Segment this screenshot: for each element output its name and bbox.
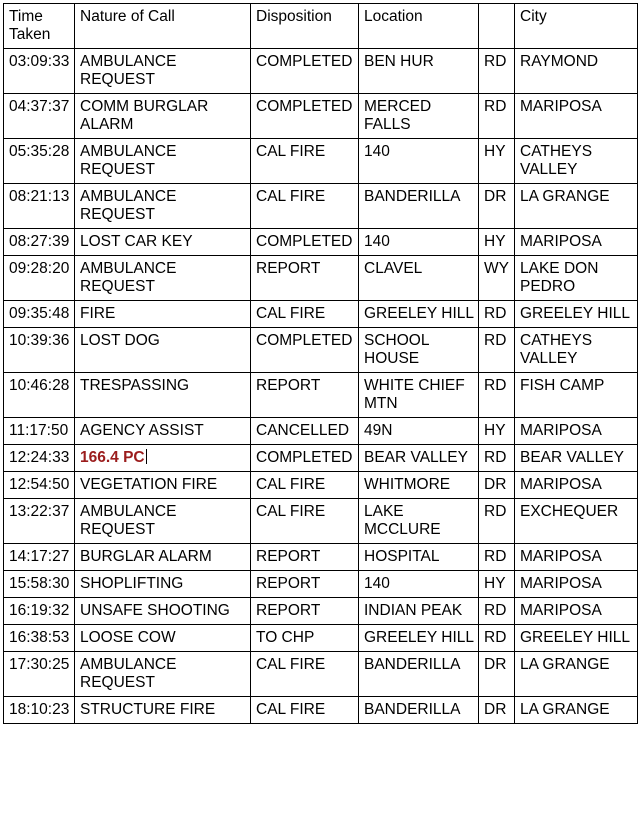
cell-disposition: REPORT bbox=[251, 373, 359, 418]
cell-nature: AMBULANCE REQUEST bbox=[75, 49, 251, 94]
cell-nature: SHOPLIFTING bbox=[75, 571, 251, 598]
cell-suffix: HY bbox=[479, 571, 515, 598]
cell-disposition: CAL FIRE bbox=[251, 184, 359, 229]
cell-disposition: CAL FIRE bbox=[251, 499, 359, 544]
table-row bbox=[4, 94, 638, 139]
cell-time: 18:10:23 bbox=[4, 697, 75, 724]
cell-suffix: HY bbox=[479, 229, 515, 256]
cell-disposition: CANCELLED bbox=[251, 418, 359, 445]
cell-location: LAKE MCCLURE bbox=[359, 499, 479, 544]
header-city: City bbox=[515, 4, 638, 49]
call-log-table bbox=[3, 3, 638, 724]
cell-time: 17:30:25 bbox=[4, 652, 75, 697]
cell-disposition: COMPLETED bbox=[251, 49, 359, 94]
cell-time: 11:17:50 bbox=[4, 418, 75, 445]
text-cursor bbox=[146, 449, 147, 464]
cell-nature: LOST DOG bbox=[75, 328, 251, 373]
cell-time: 09:35:48 bbox=[4, 301, 75, 328]
cell-nature: UNSAFE SHOOTING bbox=[75, 598, 251, 625]
table-row bbox=[4, 472, 638, 499]
cell-time: 16:19:32 bbox=[4, 598, 75, 625]
cell-disposition: TO CHP bbox=[251, 625, 359, 652]
cell-nature: BURGLAR ALARM bbox=[75, 544, 251, 571]
cell-location: INDIAN PEAK bbox=[359, 598, 479, 625]
cell-suffix: RD bbox=[479, 499, 515, 544]
cell-city: LA GRANGE bbox=[515, 652, 638, 697]
cell-disposition: REPORT bbox=[251, 571, 359, 598]
cell-disposition: CAL FIRE bbox=[251, 301, 359, 328]
cell-city: EXCHEQUER bbox=[515, 499, 638, 544]
cell-disposition: CAL FIRE bbox=[251, 139, 359, 184]
cell-location: GREELEY HILL bbox=[359, 301, 479, 328]
cell-city: RAYMOND bbox=[515, 49, 638, 94]
cell-nature: AMBULANCE REQUEST bbox=[75, 184, 251, 229]
cell-location: 140 bbox=[359, 571, 479, 598]
cell-suffix: DR bbox=[479, 472, 515, 499]
table-row bbox=[4, 625, 638, 652]
cell-city: MARIPOSA bbox=[515, 571, 638, 598]
cell-suffix: RD bbox=[479, 49, 515, 94]
cell-nature-highlighted[interactable] bbox=[75, 445, 251, 472]
table-row bbox=[4, 256, 638, 301]
highlighted-call-text: 166.4 PC bbox=[80, 449, 145, 466]
header-row bbox=[4, 4, 638, 49]
cell-disposition: COMPLETED bbox=[251, 445, 359, 472]
cell-time: 10:39:36 bbox=[4, 328, 75, 373]
cell-city: FISH CAMP bbox=[515, 373, 638, 418]
table-row bbox=[4, 139, 638, 184]
table-row bbox=[4, 697, 638, 724]
cell-city: LA GRANGE bbox=[515, 697, 638, 724]
cell-nature: LOST CAR KEY bbox=[75, 229, 251, 256]
cell-time: 03:09:33 bbox=[4, 49, 75, 94]
table-row bbox=[4, 229, 638, 256]
table-row bbox=[4, 373, 638, 418]
cell-suffix: HY bbox=[479, 418, 515, 445]
cell-location: SCHOOL HOUSE bbox=[359, 328, 479, 373]
cell-time: 05:35:28 bbox=[4, 139, 75, 184]
table-row bbox=[4, 652, 638, 697]
table-row bbox=[4, 184, 638, 229]
cell-suffix: RD bbox=[479, 94, 515, 139]
cell-time: 15:58:30 bbox=[4, 571, 75, 598]
cell-time: 08:27:39 bbox=[4, 229, 75, 256]
cell-disposition: REPORT bbox=[251, 598, 359, 625]
cell-nature: AMBULANCE REQUEST bbox=[75, 499, 251, 544]
cell-location: GREELEY HILL bbox=[359, 625, 479, 652]
cell-nature: AMBULANCE REQUEST bbox=[75, 256, 251, 301]
table-row bbox=[4, 49, 638, 94]
cell-disposition: REPORT bbox=[251, 256, 359, 301]
cell-city: GREELEY HILL bbox=[515, 625, 638, 652]
cell-time: 13:22:37 bbox=[4, 499, 75, 544]
header-suffix bbox=[479, 4, 515, 49]
table-row bbox=[4, 445, 638, 472]
cell-time: 08:21:13 bbox=[4, 184, 75, 229]
cell-location: 49N bbox=[359, 418, 479, 445]
cell-suffix: HY bbox=[479, 139, 515, 184]
header-disposition: Disposition bbox=[251, 4, 359, 49]
cell-suffix: RD bbox=[479, 544, 515, 571]
cell-city: BEAR VALLEY bbox=[515, 445, 638, 472]
header-time: Time Taken bbox=[4, 4, 75, 49]
cell-location: MERCED FALLS bbox=[359, 94, 479, 139]
cell-suffix: RD bbox=[479, 373, 515, 418]
cell-city: MARIPOSA bbox=[515, 418, 638, 445]
table-row bbox=[4, 544, 638, 571]
cell-nature: AMBULANCE REQUEST bbox=[75, 652, 251, 697]
cell-nature: COMM BURGLAR ALARM bbox=[75, 94, 251, 139]
header-nature: Nature of Call bbox=[75, 4, 251, 49]
cell-location: BEAR VALLEY bbox=[359, 445, 479, 472]
table-row bbox=[4, 328, 638, 373]
cell-suffix: RD bbox=[479, 328, 515, 373]
cell-suffix: RD bbox=[479, 598, 515, 625]
cell-time: 16:38:53 bbox=[4, 625, 75, 652]
cell-suffix: DR bbox=[479, 697, 515, 724]
cell-disposition: CAL FIRE bbox=[251, 472, 359, 499]
cell-location: BANDERILLA bbox=[359, 697, 479, 724]
cell-city: CATHEYS VALLEY bbox=[515, 328, 638, 373]
cell-location: CLAVEL bbox=[359, 256, 479, 301]
cell-suffix: DR bbox=[479, 652, 515, 697]
cell-suffix: RD bbox=[479, 625, 515, 652]
cell-suffix: RD bbox=[479, 445, 515, 472]
cell-nature: TRESPASSING bbox=[75, 373, 251, 418]
cell-city: GREELEY HILL bbox=[515, 301, 638, 328]
cell-time: 09:28:20 bbox=[4, 256, 75, 301]
cell-city: CATHEYS VALLEY bbox=[515, 139, 638, 184]
table-row bbox=[4, 418, 638, 445]
cell-time: 04:37:37 bbox=[4, 94, 75, 139]
cell-suffix: WY bbox=[479, 256, 515, 301]
call-log-container bbox=[3, 3, 638, 724]
cell-location: 140 bbox=[359, 139, 479, 184]
cell-time: 14:17:27 bbox=[4, 544, 75, 571]
cell-location: 140 bbox=[359, 229, 479, 256]
cell-location: BANDERILLA bbox=[359, 184, 479, 229]
cell-city: MARIPOSA bbox=[515, 598, 638, 625]
table-row bbox=[4, 598, 638, 625]
cell-city: LAKE DON PEDRO bbox=[515, 256, 638, 301]
cell-location: BANDERILLA bbox=[359, 652, 479, 697]
cell-suffix: RD bbox=[479, 301, 515, 328]
cell-city: MARIPOSA bbox=[515, 472, 638, 499]
cell-nature: AGENCY ASSIST bbox=[75, 418, 251, 445]
cell-nature: FIRE bbox=[75, 301, 251, 328]
cell-disposition: REPORT bbox=[251, 544, 359, 571]
cell-nature: VEGETATION FIRE bbox=[75, 472, 251, 499]
cell-nature: STRUCTURE FIRE bbox=[75, 697, 251, 724]
cell-nature: LOOSE COW bbox=[75, 625, 251, 652]
cell-time: 10:46:28 bbox=[4, 373, 75, 418]
cell-disposition: COMPLETED bbox=[251, 94, 359, 139]
cell-time: 12:24:33 bbox=[4, 445, 75, 472]
cell-location: WHITMORE bbox=[359, 472, 479, 499]
header-location: Location bbox=[359, 4, 479, 49]
table-row bbox=[4, 301, 638, 328]
cell-city: LA GRANGE bbox=[515, 184, 638, 229]
cell-disposition: COMPLETED bbox=[251, 229, 359, 256]
cell-disposition: CAL FIRE bbox=[251, 652, 359, 697]
cell-nature: AMBULANCE REQUEST bbox=[75, 139, 251, 184]
table-row bbox=[4, 571, 638, 598]
cell-location: WHITE CHIEF MTN bbox=[359, 373, 479, 418]
cell-disposition: CAL FIRE bbox=[251, 697, 359, 724]
table-row bbox=[4, 499, 638, 544]
cell-suffix: DR bbox=[479, 184, 515, 229]
cell-city: MARIPOSA bbox=[515, 544, 638, 571]
cell-location: BEN HUR bbox=[359, 49, 479, 94]
cell-city: MARIPOSA bbox=[515, 229, 638, 256]
cell-city: MARIPOSA bbox=[515, 94, 638, 139]
cell-time: 12:54:50 bbox=[4, 472, 75, 499]
cell-disposition: COMPLETED bbox=[251, 328, 359, 373]
cell-location: HOSPITAL bbox=[359, 544, 479, 571]
